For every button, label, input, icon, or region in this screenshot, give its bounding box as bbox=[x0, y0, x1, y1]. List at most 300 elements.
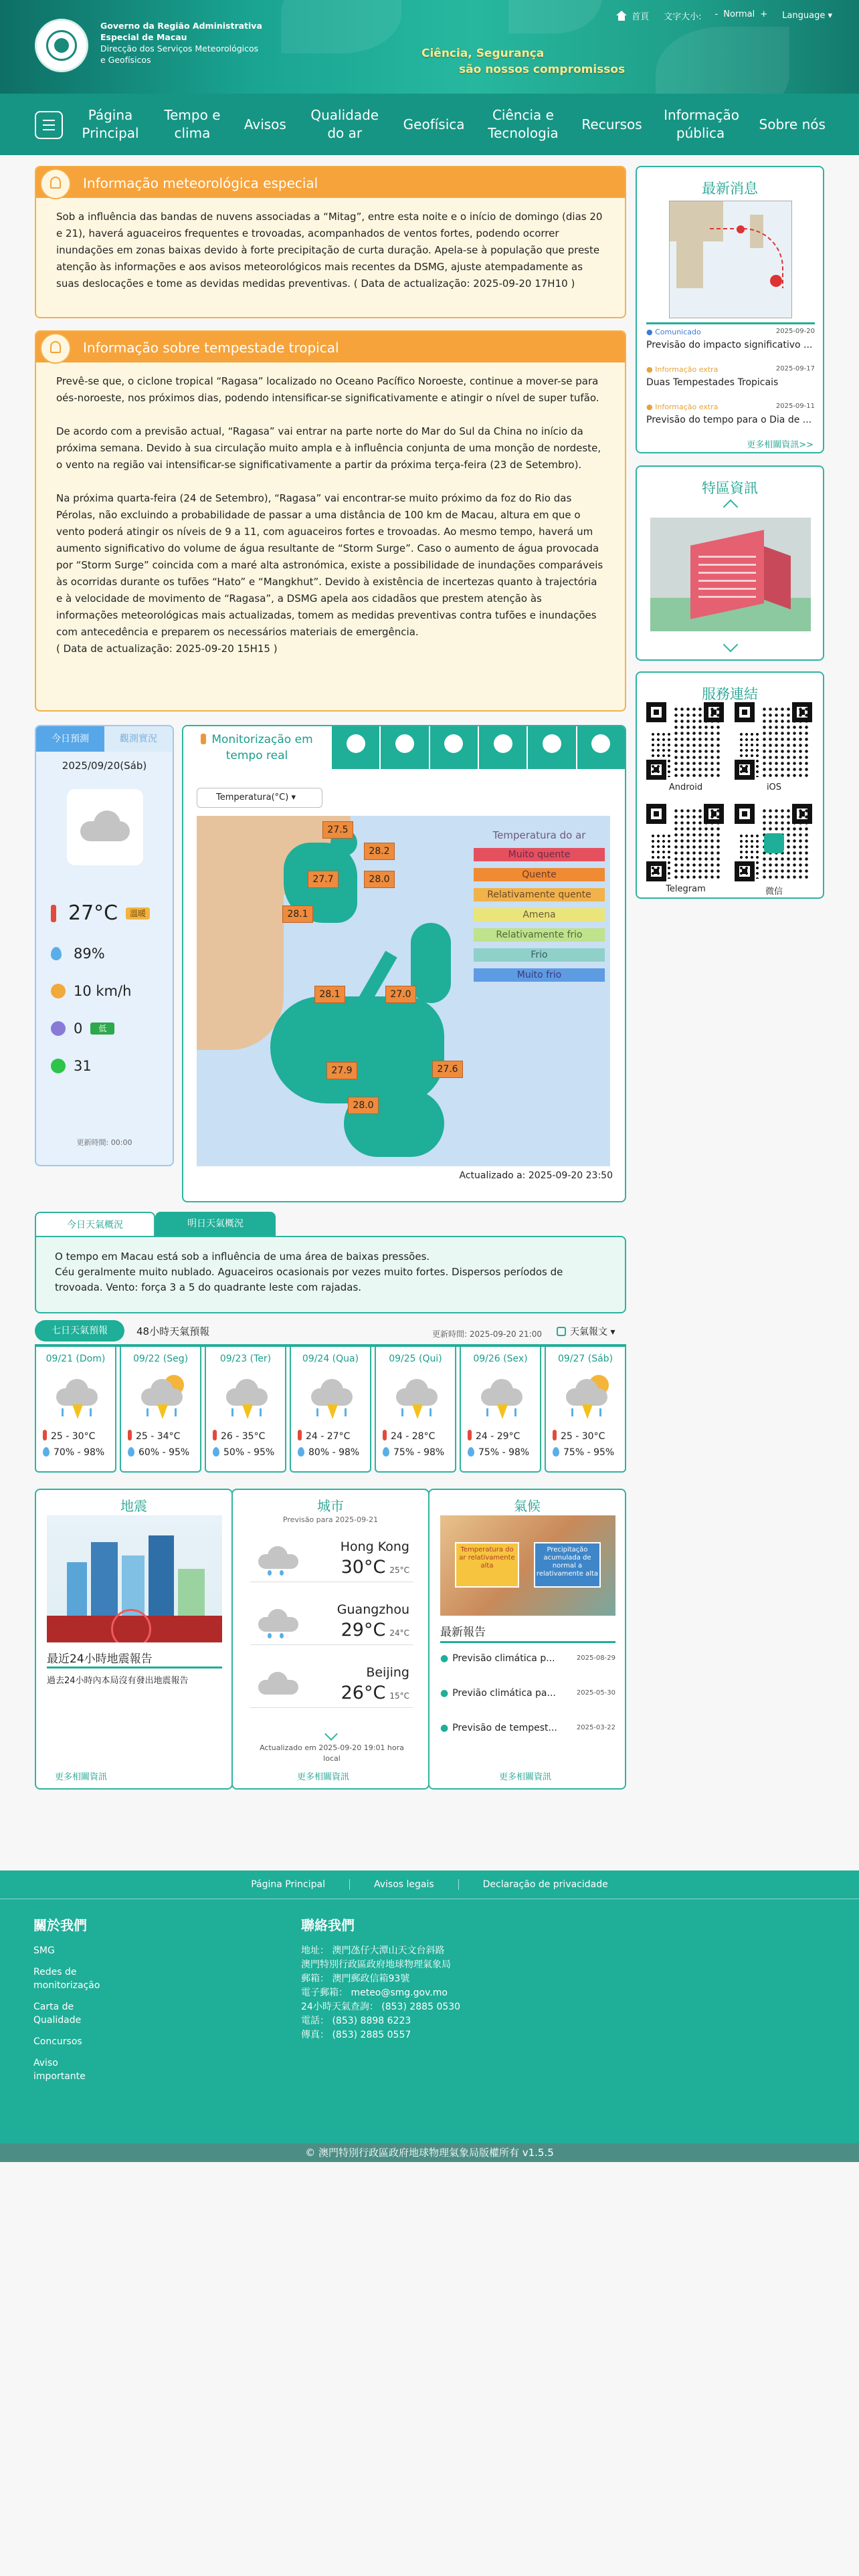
footer-about-link[interactable]: SMG bbox=[33, 1945, 55, 1956]
footer-separator bbox=[349, 1879, 350, 1890]
thermometer-icon bbox=[43, 1430, 47, 1440]
rain-drop bbox=[430, 1408, 432, 1416]
rain-drop bbox=[175, 1408, 177, 1416]
service-links-title: 服務連結 bbox=[702, 686, 758, 702]
climate-report-title: Previsão climática p... bbox=[452, 1653, 555, 1664]
climate-subtitle: 最新報告 bbox=[440, 1626, 486, 1639]
rain-drop bbox=[231, 1408, 233, 1416]
today-humidity-row bbox=[51, 946, 105, 962]
news-title: Previsão do impacto significativo ... bbox=[646, 340, 813, 350]
chevron-down-icon[interactable] bbox=[723, 637, 739, 653]
poster-panel: Temperatura do ar relativamente alta bbox=[455, 1542, 519, 1588]
nav-item-public-info[interactable]: Informação pública bbox=[664, 107, 740, 141]
footer-link-legal[interactable]: Avisos legais bbox=[373, 1879, 434, 1890]
sun-cloud-thunder-icon bbox=[138, 1374, 187, 1422]
news-more-link[interactable]: 更多相關資訊>> bbox=[747, 440, 814, 450]
thunderstorm-icon bbox=[393, 1374, 442, 1422]
org-name-line: Direcção dos Serviços Meteorológicos bbox=[100, 43, 259, 53]
humidity-icon bbox=[383, 1447, 389, 1457]
overview-tabs bbox=[35, 1212, 276, 1236]
cities-subtitle: Previsão para 2025-09-21 bbox=[282, 1515, 379, 1524]
footer-about-link[interactable]: Concursos bbox=[33, 2036, 82, 2047]
thermometer-icon bbox=[201, 734, 206, 744]
qr-corner bbox=[735, 804, 755, 824]
today-aqi: 31 bbox=[74, 1058, 92, 1074]
forecast-temperature: 26 - 35°C bbox=[221, 1431, 266, 1442]
humidity-icon bbox=[51, 947, 62, 960]
city-high-temp: 29°C bbox=[341, 1620, 386, 1640]
language-dropdown[interactable] bbox=[782, 11, 832, 21]
alert-title: Informação meteorológica especial bbox=[83, 175, 318, 191]
nav-item-home[interactable]: Página Principal bbox=[82, 107, 139, 141]
building-block bbox=[764, 546, 791, 610]
nav-item-resources[interactable]: Recursos bbox=[581, 116, 642, 132]
city-low-temp: 25°C bbox=[389, 1566, 409, 1575]
rain-drop bbox=[147, 1408, 149, 1416]
ios-label: iOS bbox=[766, 782, 782, 792]
font-normal-button[interactable]: Normal bbox=[723, 9, 755, 19]
bell-shape bbox=[50, 341, 61, 353]
tab-camera[interactable] bbox=[576, 726, 625, 769]
contact-line: 郵箱： 澳門郵政信箱93號 bbox=[301, 1973, 410, 1984]
climate-card bbox=[428, 1489, 626, 1790]
qr-pattern bbox=[761, 706, 809, 777]
climate-report-item[interactable] bbox=[440, 1723, 615, 1733]
temperature-map[interactable] bbox=[197, 816, 610, 1166]
wind-icon bbox=[51, 984, 66, 998]
banner-decoration bbox=[508, 0, 602, 33]
rain-drop bbox=[260, 1408, 262, 1416]
chevron-up-icon[interactable] bbox=[723, 500, 739, 515]
humidity-icon bbox=[128, 1447, 134, 1457]
seismic-waves bbox=[111, 1609, 151, 1642]
alert-body bbox=[36, 362, 625, 669]
storm-marker bbox=[770, 275, 782, 287]
alert-title: Informação sobre tempestade tropical bbox=[83, 340, 339, 356]
nav-item-warnings[interactable]: Avisos bbox=[244, 116, 286, 132]
menu-icon-bar bbox=[43, 124, 55, 126]
forecast-temp-row bbox=[43, 1430, 95, 1442]
city-name: Guangzhou bbox=[337, 1602, 409, 1617]
qr-corner bbox=[646, 804, 666, 824]
realtime-monitoring-panel bbox=[182, 725, 626, 1202]
thunderstorm-icon bbox=[54, 1374, 102, 1422]
city-row[interactable] bbox=[250, 1535, 413, 1582]
footer-contact-info bbox=[301, 1944, 460, 2042]
ios-qr-code[interactable] bbox=[735, 702, 814, 781]
climate-report-item[interactable] bbox=[440, 1688, 615, 1699]
thermometer-icon bbox=[128, 1430, 132, 1440]
wechat-label: 微信 bbox=[765, 887, 783, 897]
cloud-shape bbox=[405, 1379, 428, 1402]
map-land bbox=[197, 889, 284, 1050]
news-item[interactable] bbox=[646, 328, 815, 350]
monitoring-updated-time: Actualizado a: 2025-09-20 23:50 bbox=[459, 1170, 613, 1181]
footer-about-link[interactable]: Aviso importante bbox=[33, 2058, 86, 2082]
news-date: 2025-09-17 bbox=[775, 365, 815, 372]
radar-icon bbox=[347, 734, 365, 753]
forecast-hum-row bbox=[213, 1447, 274, 1458]
alert-paragraph: Na próxima quarta-feira (24 de Setembro), “Ragasa” vai encontrar-se muito próximo da foz do Rio das Pérolas, não excluindo a probabilidade de passar a uma distância de 100 km de Macau, altura em que o vento poderá atingir os níveis de 9 a 11, com aguaceiros fortes e trovoadas. Ao mesmo tempo, haverá um aumento significativo do volume de água resultante de “Storm Surge”. Caso o aumento de água provocada por “Storm Surge” coincida com a maré alta astronómica, existe a possibilidade de inundações comparáveis às ocorridas durante os tufões “Hato” e “Mangkhut”. Devido à existência de incertezas quanto à trajectória e à velocidade de movimento de “Ragasa”, a DSMG apela aos cidadãos que prestem atenção às informações meteorológicas mais actualizadas, tomem as medidas preventivas contra tufões e inundações com antecedência e preparem os necessários materiais de emergência. bbox=[56, 492, 603, 638]
legend-item: Quente bbox=[474, 868, 605, 881]
org-name-line: Governo da Região Administrativa bbox=[100, 21, 262, 31]
news-title: Previsão do tempo para o Dia de ... bbox=[646, 415, 812, 425]
rain-drop bbox=[486, 1408, 488, 1416]
today-date: 2025/09/20(Sáb) bbox=[62, 760, 147, 772]
forecast-hum-row bbox=[43, 1447, 104, 1458]
forecast-humidity: 60% - 95% bbox=[138, 1447, 190, 1458]
weather-report-select[interactable] bbox=[557, 1325, 615, 1338]
home-link[interactable] bbox=[615, 9, 649, 22]
telegram-qr-code[interactable] bbox=[646, 804, 725, 883]
reclamation bbox=[411, 923, 451, 1003]
humidity-icon bbox=[298, 1447, 304, 1457]
tab-realtime-monitoring[interactable] bbox=[183, 726, 330, 769]
font-size-label: 文字大小: bbox=[664, 12, 702, 22]
today-temperature: 27°C bbox=[68, 901, 118, 925]
today-updated-time: 更新時間: 00:00 bbox=[76, 1138, 132, 1147]
qr-pattern bbox=[673, 808, 721, 879]
nav-item-air-quality[interactable]: Qualidade do ar bbox=[310, 107, 379, 141]
bolt-shape bbox=[72, 1404, 83, 1419]
earthquake-divider bbox=[47, 1667, 222, 1669]
news-category: ● Comunicado bbox=[646, 328, 701, 336]
station-reading[interactable]: 28.2 bbox=[364, 843, 395, 860]
rain-drop bbox=[62, 1408, 64, 1416]
city-row[interactable] bbox=[250, 1598, 413, 1645]
footer-about-link[interactable]: Carta de Qualidade bbox=[33, 2002, 82, 2026]
chevron-down-icon[interactable] bbox=[324, 1727, 338, 1741]
station-reading[interactable]: 28.0 bbox=[364, 871, 395, 888]
tropical-storm-alert bbox=[35, 330, 626, 712]
storm-marker bbox=[737, 225, 745, 233]
city-high-temp: 30°C bbox=[341, 1557, 386, 1578]
telegram-label: Telegram bbox=[666, 884, 706, 894]
overview-line: O tempo em Macau está sob a influência de uma área de baixas pressões. bbox=[55, 1251, 430, 1263]
today-wind-row bbox=[51, 983, 131, 999]
qr-corner bbox=[735, 702, 755, 722]
forecast-day[interactable] bbox=[205, 1347, 286, 1473]
forecast-date: 09/24 (Qua) bbox=[302, 1354, 359, 1364]
today-temperature-row bbox=[51, 901, 150, 925]
news-date: 2025-09-11 bbox=[775, 403, 815, 410]
earthquake-more-link[interactable]: 更多相關資訊 bbox=[55, 1772, 108, 1782]
tab-48-hour-forecast[interactable]: 48小時天氣預報 bbox=[136, 1325, 210, 1337]
forecast-day[interactable] bbox=[375, 1347, 456, 1473]
forecast-temp-row bbox=[383, 1430, 435, 1442]
thunderstorm-icon bbox=[223, 1374, 272, 1422]
bullet-icon: ● bbox=[440, 1688, 449, 1699]
tab-wind[interactable] bbox=[379, 726, 428, 769]
forecast-humidity: 50% - 95% bbox=[223, 1447, 275, 1458]
nav-item-weather[interactable]: Tempo e clima bbox=[164, 107, 221, 141]
building-block bbox=[67, 1562, 87, 1616]
forecast-temperature: 25 - 30°C bbox=[51, 1431, 96, 1442]
monitoring-tabs bbox=[183, 726, 625, 769]
alert-header bbox=[36, 167, 625, 198]
climate-report-date: 2025-08-29 bbox=[576, 1654, 615, 1662]
android-qr-code[interactable] bbox=[646, 702, 725, 781]
building-block bbox=[149, 1535, 174, 1616]
overview-text-box bbox=[35, 1236, 626, 1313]
tab-observations[interactable]: 觀測實況 bbox=[104, 726, 173, 752]
rain-drop bbox=[345, 1408, 347, 1416]
rain-drop bbox=[599, 1408, 601, 1416]
contact-line: 地址： 澳門氹仔大潭山天文台斜路 bbox=[301, 1945, 445, 1956]
menu-icon-bar bbox=[43, 129, 55, 130]
camera-icon bbox=[591, 734, 610, 753]
humidity-icon bbox=[213, 1447, 219, 1457]
chevron-down-icon: ▾ bbox=[288, 792, 296, 802]
news-divider bbox=[646, 322, 815, 324]
forecast-temp-row bbox=[213, 1430, 265, 1442]
thermometer-icon bbox=[213, 1430, 217, 1440]
font-increase-button[interactable]: + bbox=[760, 9, 768, 19]
today-aqi-row bbox=[51, 1058, 92, 1074]
uv-badge: 低 bbox=[90, 1023, 114, 1035]
station-reading[interactable]: 28.1 bbox=[314, 986, 345, 1003]
footer-separator bbox=[458, 1879, 459, 1890]
climate-report-title: Previsão de tempest... bbox=[452, 1723, 557, 1733]
bolt-shape bbox=[157, 1404, 168, 1419]
legend-item: Relativamente quente bbox=[474, 888, 605, 901]
building-block bbox=[122, 1555, 145, 1616]
forecast-day[interactable] bbox=[35, 1347, 116, 1473]
alert-paragraph: Prevê-se que, o ciclone tropical “Ragasa” localizado no Oceano Pacífico Noroeste, continue a mover-se para oés-noroeste, nos próximos dias, podendo intensificar-se significativamente e atingir o nível de super tufão. bbox=[56, 375, 599, 404]
tab-today-forecast[interactable]: 今日預測 bbox=[36, 726, 104, 752]
organization-name bbox=[100, 20, 301, 66]
temperature-select[interactable] bbox=[197, 788, 322, 808]
report-icon bbox=[557, 1327, 566, 1336]
legend-item: Relativamente frio bbox=[474, 928, 605, 942]
forecast-temperature: 25 - 34°C bbox=[136, 1431, 181, 1442]
station-reading[interactable]: 27.5 bbox=[322, 821, 353, 839]
temperature-badge: 溫暖 bbox=[126, 907, 150, 920]
forecast-day[interactable] bbox=[290, 1347, 371, 1473]
slogan bbox=[421, 45, 625, 78]
cloud-shape bbox=[575, 1379, 598, 1402]
nav-item-geophysics[interactable]: Geofísica bbox=[403, 116, 465, 132]
thunderstorm-icon bbox=[478, 1374, 527, 1422]
menu-button[interactable] bbox=[35, 111, 63, 139]
tab-today-overview[interactable]: 今日天氣概況 bbox=[35, 1212, 155, 1236]
tab-seven-day-forecast[interactable]: 七日天氣預報 bbox=[35, 1320, 124, 1341]
alert-paragraph: De acordo com a previsão actual, “Ragasa” vai entrar na parte norte do Mar do Sul da China no início da próxima semana. Devido à sua circulação muito ampla e à influência conjunta de uma monção de nordeste, o vento na região vai intensificar-se significativamente a partir da próxima terça-feira (23 de Setembro). bbox=[56, 425, 601, 471]
forecast-day[interactable] bbox=[545, 1347, 626, 1473]
earthquake-illustration[interactable] bbox=[47, 1515, 222, 1642]
tab-tomorrow-overview[interactable]: 明日天氣概況 bbox=[155, 1212, 276, 1236]
forecast-hum-row bbox=[128, 1447, 189, 1458]
cloud-shape bbox=[268, 1609, 288, 1629]
thermometer-icon bbox=[553, 1430, 557, 1440]
header-banner bbox=[0, 0, 859, 94]
cities-title: 城市 bbox=[317, 1498, 344, 1514]
bolt-shape bbox=[327, 1404, 338, 1419]
alert-header bbox=[36, 332, 625, 362]
rain-drop bbox=[90, 1408, 92, 1416]
forecast-date: 09/25 (Qui) bbox=[389, 1354, 442, 1364]
cloudy-icon bbox=[67, 789, 143, 865]
bullet-icon: ● bbox=[440, 1653, 449, 1664]
nav-item-about[interactable]: Sobre nós bbox=[759, 116, 826, 132]
font-decrease-button[interactable]: - bbox=[714, 9, 719, 19]
banner-decoration bbox=[656, 27, 789, 94]
city-low-temp: 15°C bbox=[389, 1691, 409, 1701]
latest-news-title: 最新消息 bbox=[702, 181, 758, 197]
tab-satellite[interactable] bbox=[527, 726, 575, 769]
today-forecast-panel bbox=[35, 725, 174, 1166]
forecast-humidity: 80% - 98% bbox=[308, 1447, 360, 1458]
city-temp bbox=[341, 1557, 409, 1578]
typhoon-track-map[interactable] bbox=[669, 201, 792, 318]
news-item[interactable] bbox=[646, 365, 815, 388]
climate-report-item[interactable] bbox=[440, 1653, 615, 1664]
forecast-day[interactable] bbox=[120, 1347, 201, 1473]
climate-report-title: Previão climática pa... bbox=[452, 1688, 556, 1699]
satellite-icon bbox=[543, 734, 561, 753]
city-name: Beijing bbox=[366, 1665, 409, 1680]
forecast-temperature: 24 - 27°C bbox=[306, 1431, 351, 1442]
rain-drop bbox=[571, 1408, 573, 1416]
cloud-shape bbox=[490, 1379, 513, 1402]
news-item[interactable] bbox=[646, 403, 815, 425]
climate-poster[interactable] bbox=[440, 1515, 615, 1616]
alert-paragraph: Sob a influência das bandas de nuvens associadas a “Mitag”, entre esta noite e o início de domingo (dias 20 e 21), haverá aguaceiros frequentes e trovoadas, acompanhados de ventos fortes, podendo ocorrer inundações em zonas baixas devido à forte precipitação de curta duração. Apela-se à população que preste atenção às informações e aos avisos meteorológicos mais recentes da DSMG, ajuste atempadamente as suas deslocações e tome as devidas medidas preventivas. ( Data de actualização: 2025-09-20 17H10 ) bbox=[56, 211, 603, 290]
wechat-qr-code[interactable] bbox=[735, 804, 814, 883]
slogan-line-2: são nossos compromissos bbox=[459, 63, 626, 76]
wind-icon bbox=[395, 734, 414, 753]
home-icon bbox=[615, 11, 628, 21]
legend-item: Muito frio bbox=[474, 968, 605, 982]
forecast-hum-row bbox=[468, 1447, 529, 1458]
forecast-humidity: 70% - 98% bbox=[54, 1447, 105, 1458]
bolt-shape bbox=[497, 1404, 508, 1419]
station-reading[interactable]: 27.6 bbox=[432, 1061, 463, 1078]
earthquake-subtitle: 最近24小時地震報告 bbox=[47, 1652, 153, 1666]
rainfall-icon bbox=[494, 734, 512, 753]
cities-more-link[interactable]: 更多相關資訊 bbox=[297, 1772, 350, 1782]
forecast-date: 09/27 (Sáb) bbox=[557, 1354, 613, 1364]
footer-link-home[interactable]: Página Principal bbox=[251, 1879, 325, 1890]
station-reading[interactable]: 28.0 bbox=[348, 1097, 379, 1114]
bell-icon bbox=[40, 333, 71, 364]
org-name-line: Especial de Macau bbox=[100, 32, 187, 42]
legend-item: Amena bbox=[474, 908, 605, 922]
legend-item: Muito quente bbox=[474, 848, 605, 861]
cloud-shape bbox=[235, 1379, 258, 1402]
nav-item-science[interactable]: Ciência e Tecnologia bbox=[488, 107, 559, 141]
forecast-temperature: 25 - 30°C bbox=[561, 1431, 605, 1442]
today-uv: 0 bbox=[74, 1021, 83, 1037]
weather-report-label: 天氣報文 bbox=[570, 1327, 607, 1337]
forecast-day[interactable] bbox=[460, 1347, 541, 1473]
rain-drop bbox=[316, 1408, 318, 1416]
humidity-icon bbox=[43, 1447, 50, 1457]
language-label: Language bbox=[782, 11, 826, 21]
cities-card bbox=[231, 1489, 430, 1790]
forecast-humidity: 75% - 98% bbox=[478, 1447, 530, 1458]
contact-line[interactable]: 電子郵箱： meteo@smg.gov.mo bbox=[301, 1988, 448, 1998]
thunderstorm-icon bbox=[308, 1374, 357, 1422]
station-reading[interactable]: 27.9 bbox=[326, 1062, 357, 1079]
android-label: Android bbox=[668, 782, 703, 792]
rain-cloud-icon bbox=[256, 1608, 306, 1637]
tab-radar[interactable] bbox=[330, 726, 379, 769]
building-block bbox=[91, 1542, 118, 1616]
qr-pattern bbox=[650, 732, 672, 777]
tab-lightning[interactable] bbox=[429, 726, 478, 769]
station-reading[interactable]: 27.0 bbox=[385, 986, 416, 1003]
news-category-label: Comunicado bbox=[655, 328, 701, 336]
poster-panel: Precipitação acumulada de normal a relativamente alta bbox=[534, 1542, 601, 1588]
climate-report-date: 2025-05-30 bbox=[576, 1689, 615, 1697]
bolt-shape bbox=[412, 1404, 423, 1419]
monitoring-tab-title: Monitorização em tempo real bbox=[211, 733, 313, 762]
building-windows bbox=[698, 551, 756, 598]
footer-about-link[interactable]: Redes de monitorização bbox=[33, 1967, 100, 1991]
copyright: © 澳門特別行政區政府地球物理氣象局版權所有 v1.5.5 bbox=[0, 2143, 859, 2162]
tab-rainfall[interactable] bbox=[478, 726, 527, 769]
thermometer-icon bbox=[468, 1430, 472, 1440]
city-name: Hong Kong bbox=[340, 1539, 409, 1554]
climate-more-link[interactable]: 更多相關資訊 bbox=[499, 1772, 552, 1782]
today-uv-row bbox=[51, 1021, 114, 1037]
humidity-icon bbox=[553, 1447, 559, 1457]
bolt-shape bbox=[582, 1404, 593, 1419]
footer-link-privacy[interactable]: Declaração de privacidade bbox=[482, 1879, 608, 1890]
special-weather-alert bbox=[35, 166, 626, 318]
map-land bbox=[676, 241, 703, 288]
bullet-icon: ● bbox=[440, 1723, 449, 1733]
humidity-icon bbox=[468, 1447, 474, 1457]
forecast-date: 09/23 (Ter) bbox=[219, 1354, 272, 1364]
menu-icon-bar bbox=[43, 120, 55, 121]
rain-drop bbox=[268, 1633, 272, 1638]
cloud-shape bbox=[268, 1672, 288, 1692]
forecast-date: 09/22 (Seg) bbox=[132, 1354, 189, 1364]
bell-shape bbox=[50, 177, 61, 189]
building-block bbox=[178, 1569, 205, 1616]
rain-cloud-icon bbox=[256, 1545, 306, 1574]
footer-about-links bbox=[33, 1944, 114, 2091]
alert-body bbox=[36, 198, 625, 304]
sar-building-image[interactable] bbox=[650, 518, 811, 631]
station-reading[interactable]: 28.1 bbox=[282, 905, 313, 923]
thermometer-icon bbox=[298, 1430, 302, 1440]
footer-about-title: 關於我們 bbox=[33, 1917, 87, 1933]
station-reading[interactable]: 27.7 bbox=[308, 871, 339, 888]
contact-line: 傳真： (853) 2885 0557 bbox=[301, 2030, 411, 2040]
font-size-controls bbox=[664, 9, 767, 22]
taipa-coloane bbox=[270, 996, 444, 1103]
bolt-shape bbox=[242, 1404, 253, 1419]
city-row[interactable] bbox=[250, 1661, 413, 1708]
forecast-temp-row bbox=[298, 1430, 350, 1442]
smg-logo[interactable] bbox=[35, 19, 88, 72]
forecast-date: 09/26 (Sex) bbox=[473, 1354, 528, 1364]
footer-contact-title: 聯絡我們 bbox=[301, 1917, 355, 1933]
earthquake-text: 過去24小時內本局沒有發出地震報告 bbox=[47, 1676, 189, 1686]
uv-icon bbox=[51, 1021, 66, 1036]
qr-pattern bbox=[673, 706, 721, 777]
footer-links bbox=[0, 1870, 859, 1899]
sun-cloud-thunder-icon bbox=[563, 1374, 611, 1422]
legend-title: Temperatura do ar bbox=[492, 829, 586, 841]
news-category-label: Informação extra bbox=[655, 403, 719, 411]
contact-line: 電話： (853) 8898 6223 bbox=[301, 2016, 411, 2026]
org-name-line: e Geofísicos bbox=[100, 55, 151, 65]
sar-info-title: 特區資訊 bbox=[702, 480, 758, 496]
